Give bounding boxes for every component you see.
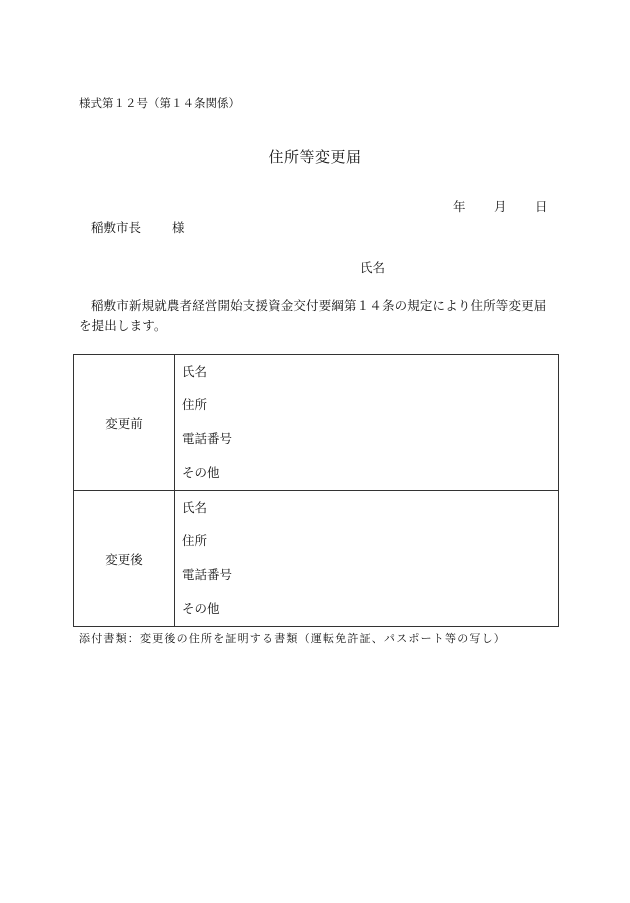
after-change-row [74, 491, 559, 627]
after-phone-field[interactable]: 電話番号 [182, 567, 233, 582]
before-change-label: 変更前 [74, 355, 175, 491]
body-paragraph: 稲敷市新規就農者経営開始支援資金交付要綱第１４条の規定により住所等変更届を提出します。 [79, 298, 547, 333]
document-title: 住所等変更届 [268, 148, 362, 166]
after-name-field[interactable]: 氏名 [182, 500, 208, 515]
addressee-honorific: 様 [172, 220, 185, 235]
after-change-label: 変更後 [74, 491, 175, 627]
date-year-label: 年 [453, 199, 466, 214]
form-number: 様式第１２号（第１４条関係） [79, 96, 240, 110]
date-day-label: 日 [535, 199, 548, 214]
addressee-name: 稲敷市長 [91, 220, 142, 235]
before-address-field[interactable]: 住所 [182, 397, 208, 412]
before-change-fields [175, 355, 559, 491]
after-address-field[interactable]: 住所 [182, 533, 208, 548]
attachment-note: 添付書類：変更後の住所を証明する書類（運転免許証、パスポート等の写し） [79, 632, 506, 645]
before-name-field[interactable]: 氏名 [182, 364, 208, 379]
applicant-name-label: 氏名 [360, 260, 386, 275]
after-change-fields [175, 491, 559, 627]
before-other-field[interactable]: その他 [182, 465, 220, 480]
before-change-row [74, 355, 559, 491]
before-phone-field[interactable]: 電話番号 [182, 431, 233, 446]
date-month-label: 月 [494, 199, 507, 214]
after-other-field[interactable]: その他 [182, 601, 220, 616]
change-table [73, 354, 559, 627]
